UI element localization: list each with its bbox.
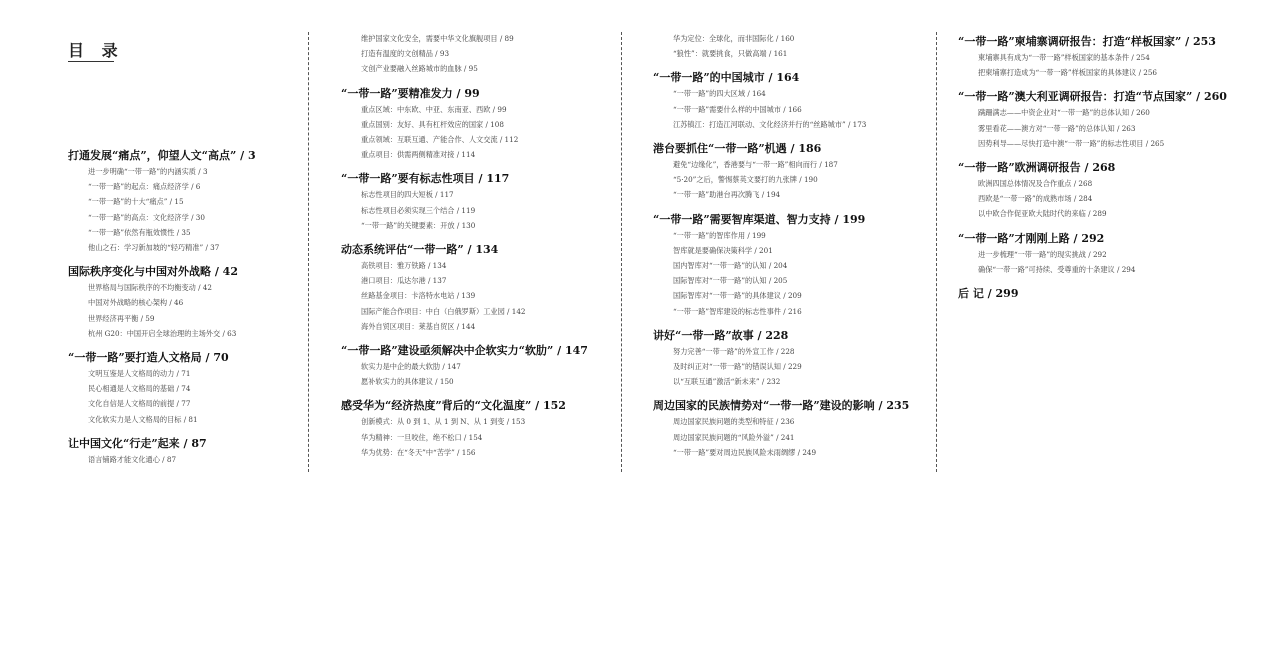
toc-subentry: 把柬埔寨打造成为“一带一路”样板国家的具体建议 / 256 bbox=[978, 68, 1157, 78]
toc-subentry: 打造有温度的文创精品 / 93 bbox=[361, 49, 450, 59]
toc-subentry: 重点国别：友好、具有杠杆效应的国家 / 108 bbox=[361, 119, 504, 129]
toc-subentry: 软实力是中企的最大软肋 / 147 bbox=[361, 362, 461, 372]
toc-chapter-heading: 后 记 / 299 bbox=[958, 287, 1019, 301]
toc-chapter-heading: “一带一路”才刚刚上路 / 292 bbox=[958, 231, 1105, 245]
toc-chapter-heading: 周边国家的民族情势对“一带一路”建设的影响 / 235 bbox=[653, 399, 910, 413]
toc-subentry: 华为定位：全球化，而非国际化 / 160 bbox=[673, 34, 795, 43]
continued-entries bbox=[653, 31, 928, 61]
toc-section bbox=[958, 89, 1270, 151]
toc-subentry: 欧洲四国总体情况及合作重点 / 268 bbox=[978, 179, 1093, 189]
toc-chapter-heading: “一带一路”欧洲调研报告 / 268 bbox=[958, 161, 1116, 175]
toc-subentry: “一带一路”的十大“痛点” / 15 bbox=[88, 197, 184, 207]
toc-section bbox=[341, 343, 613, 389]
toc-section bbox=[68, 350, 300, 427]
toc-subentry: 文明互鉴是人文格局的动力 / 71 bbox=[88, 369, 191, 379]
toc-subentry: 华为精神：一旦咬住，绝不松口 / 154 bbox=[361, 432, 483, 442]
toc-column-2 bbox=[341, 31, 613, 544]
toc-subentry: “一带一路”智库建设的标志性事件 / 216 bbox=[673, 306, 802, 316]
toc-chapter-heading: “一带一路”柬埔寨调研报告：打造“样板国家” / 253 bbox=[958, 35, 1216, 48]
column-divider bbox=[936, 32, 937, 472]
toc-subentry: 语言铺路才能文化通心 / 87 bbox=[88, 454, 177, 464]
toc-subentry: 中国对外战略的核心架构 / 46 bbox=[88, 298, 184, 308]
toc-subentry: 国际智库对“一带一路”的具体建议 / 209 bbox=[673, 291, 802, 301]
title-underline bbox=[68, 61, 114, 62]
toc-subentry: 及时纠正对“一带一路”的错误认知 / 229 bbox=[673, 362, 802, 372]
toc-chapter-heading: “一带一路”澳大利亚调研报告：打造“节点国家” / 260 bbox=[958, 90, 1227, 104]
toc-subentry: “一带一路”需要什么样的中国城市 / 166 bbox=[673, 104, 802, 114]
toc-section bbox=[653, 398, 928, 460]
toc-chapter-heading: 让中国文化“行走”起来 / 87 bbox=[68, 436, 207, 450]
toc-section bbox=[341, 242, 613, 334]
toc-subentry: 国内智库对“一带一路”的认知 / 204 bbox=[673, 261, 788, 271]
toc-subentry: 进一步梳理“一带一路”的现实挑战 / 292 bbox=[978, 249, 1107, 259]
toc-subentry: 重点区域：中东欧、中亚、东南亚、西欧 / 99 bbox=[361, 104, 507, 114]
toc-subentry: 标志性项目必须实现三个结合 / 119 bbox=[361, 205, 476, 215]
toc-subentry: 民心相通是人文格局的基础 / 74 bbox=[88, 384, 191, 394]
toc-subentry: 文创产业要融入丝路城市的血脉 / 95 bbox=[361, 64, 478, 74]
toc-chapter-heading: 打通发展“痛点”，仰望人文“高点” / 3 bbox=[68, 149, 256, 162]
toc-section bbox=[958, 34, 1270, 80]
toc-subentry: 以中欧合作促亚欧大陆时代的来临 / 289 bbox=[978, 209, 1107, 219]
toc-section bbox=[653, 141, 928, 203]
toc-subentry: 国际产能合作项目：中白（白俄罗斯）工业园 / 142 bbox=[361, 306, 526, 316]
toc-section bbox=[68, 436, 300, 467]
toc-chapter-heading: 国际秩序变化与中国对外战略 / 42 bbox=[68, 265, 238, 279]
toc-chapter-heading: “一带一路”要有标志性项目 / 117 bbox=[341, 172, 510, 186]
toc-subentry: “狼性”：就要挑食，只做高端 / 161 bbox=[673, 49, 788, 59]
toc-chapter-heading: 感受华为“经济热度”背后的“文化温度” / 152 bbox=[341, 399, 566, 413]
toc-subentry: 努力完善“一带一路”的外宣工作 / 228 bbox=[673, 346, 795, 356]
toc-subentry: 西欧是“一带一路”的成熟市场 / 284 bbox=[978, 194, 1093, 204]
toc-section bbox=[68, 148, 300, 255]
toc-subentry: “一带一路”助港台再次腾飞 / 194 bbox=[673, 190, 781, 200]
toc-section bbox=[653, 70, 928, 132]
toc-chapter-heading: 动态系统评估“一带一路” / 134 bbox=[341, 243, 499, 257]
toc-chapter-heading: 港台要抓住“一带一路”机遇 / 186 bbox=[653, 142, 822, 156]
toc-title: 目 录 bbox=[68, 41, 124, 60]
toc-subentry: “一带一路”依然有瓶效惯性 / 35 bbox=[88, 227, 191, 237]
toc-subentry: 他山之石：学习新加坡的“轻巧精准” / 37 bbox=[88, 243, 220, 253]
toc-chapter-heading: “一带一路”需要智库渠道、智力支持 / 199 bbox=[653, 212, 866, 226]
toc-section bbox=[958, 231, 1270, 277]
toc-subentry: “一带一路”的智库作用 / 199 bbox=[673, 230, 766, 240]
toc-subentry: 蹒跚满志——中资企业对“一带一路”的总体认知 / 260 bbox=[978, 108, 1150, 118]
toc-chapter-heading: “一带一路”要精准发力 / 99 bbox=[341, 86, 480, 100]
toc-subentry: 江苏镇江：打造江河联动、文化经济并行的“丝路城市” / 173 bbox=[673, 119, 867, 129]
toc-subentry: 智库就是要确保决策科学 / 201 bbox=[673, 245, 773, 255]
toc-subentry: 丝路基金项目：卡洛特水电站 / 139 bbox=[361, 291, 476, 301]
toc-subentry: 海外自贸区项目：莱基自贸区 / 144 bbox=[361, 321, 476, 331]
toc-subentry: “一带一路”的关键要素：开放 / 130 bbox=[361, 220, 476, 230]
toc-subentry: “一带一路”要对周边民族风险未雨绸缪 / 249 bbox=[673, 447, 817, 457]
toc-subentry: 港口项目：瓜达尔港 / 137 bbox=[361, 276, 447, 286]
toc-column-3 bbox=[653, 31, 928, 544]
toc-section bbox=[341, 398, 613, 460]
toc-section bbox=[341, 171, 613, 233]
toc-section bbox=[958, 286, 1270, 302]
toc-subentry: 周边国家民族问题的“风险外溢” / 241 bbox=[673, 432, 795, 442]
continued-entries bbox=[341, 31, 613, 77]
toc-subentry: 文化软实力是人文格局的目标 / 81 bbox=[88, 414, 198, 424]
column-divider bbox=[621, 32, 622, 472]
toc-subentry: 标志性项目的四大短板 / 117 bbox=[361, 190, 454, 200]
toc-chapter-heading: “一带一路”的中国城市 / 164 bbox=[653, 71, 800, 85]
toc-subentry: “一带一路”的起点：痛点经济学 / 6 bbox=[88, 182, 201, 192]
toc-section bbox=[958, 160, 1270, 222]
toc-subentry: 华为优势：在“冬天”中“苦学” / 156 bbox=[361, 447, 476, 457]
toc-subentry: 避免“边缘化”，香港要与“一带一路”相向而行 / 187 bbox=[673, 160, 838, 170]
toc-column-1 bbox=[68, 148, 300, 661]
toc-subentry: 确保“一带一路”可持续、受尊重的十条建议 / 294 bbox=[978, 264, 1136, 274]
toc-section bbox=[68, 264, 300, 341]
toc-chapter-heading: “一带一路”要打造人文格局 / 70 bbox=[68, 351, 229, 365]
toc-subentry: “一带一路”的高点：文化经济学 / 30 bbox=[88, 212, 205, 222]
toc-subentry: 创新模式：从 0 到 1、从 1 到 N、从 1 到变 / 153 bbox=[361, 417, 526, 427]
toc-subentry: 国际智库对“一带一路”的认知 / 205 bbox=[673, 276, 788, 286]
toc-section bbox=[341, 86, 613, 163]
toc-subentry: 高铁项目：雅万铁路 / 134 bbox=[361, 261, 447, 271]
toc-subentry: 杭州 G20：中国开启全球治理的主场外交 / 63 bbox=[88, 328, 237, 338]
toc-column-4 bbox=[958, 34, 1270, 547]
toc-subentry: “5·20”之后，警惕蔡英文要打的九张牌 / 190 bbox=[673, 175, 818, 185]
toc-subentry: 周边国家民族问题的类型和特征 / 236 bbox=[673, 417, 795, 427]
toc-subentry: 重点领域：互联互通、产能合作、人文交流 / 112 bbox=[361, 135, 519, 145]
toc-subentry: 重点项目：供需两侧精准对接 / 114 bbox=[361, 150, 476, 160]
toc-subentry: 文化自信是人文格局的前提 / 77 bbox=[88, 399, 191, 409]
toc-subentry: 柬埔寨具有成为“一带一路”样板国家的基本条件 / 254 bbox=[978, 53, 1150, 62]
toc-subentry: 世界格局与国际秩序的不均衡变动 / 42 bbox=[88, 283, 212, 293]
toc-subentry: 维护国家文化安全，需要中华文化旗舰项目 / 89 bbox=[361, 34, 514, 43]
toc-chapter-heading: “一带一路”建设亟须解决中企软实力“软肋” / 147 bbox=[341, 344, 588, 358]
toc-subentry: 以“互联互通”激活“新未来” / 232 bbox=[673, 377, 781, 387]
toc-subentry: 雾里看花——澳方对“一带一路”的总体认知 / 263 bbox=[978, 123, 1136, 133]
toc-subentry: 因势利导——尽快打造中澳“一带一路”的标志性项目 / 265 bbox=[978, 138, 1165, 148]
toc-section bbox=[653, 212, 928, 319]
toc-chapter-heading: 讲好“一带一路”故事 / 228 bbox=[653, 328, 789, 342]
toc-section bbox=[653, 328, 928, 390]
toc-subentry: “一带一路”的四大区域 / 164 bbox=[673, 89, 766, 99]
column-divider bbox=[308, 32, 309, 472]
toc-subentry: 世界经济再平衡 / 59 bbox=[88, 313, 155, 323]
toc-subentry: 进一步明确“一带一路”的内涵实质 / 3 bbox=[88, 167, 208, 176]
toc-subentry: 愿补软实力的具体建议 / 150 bbox=[361, 377, 454, 387]
